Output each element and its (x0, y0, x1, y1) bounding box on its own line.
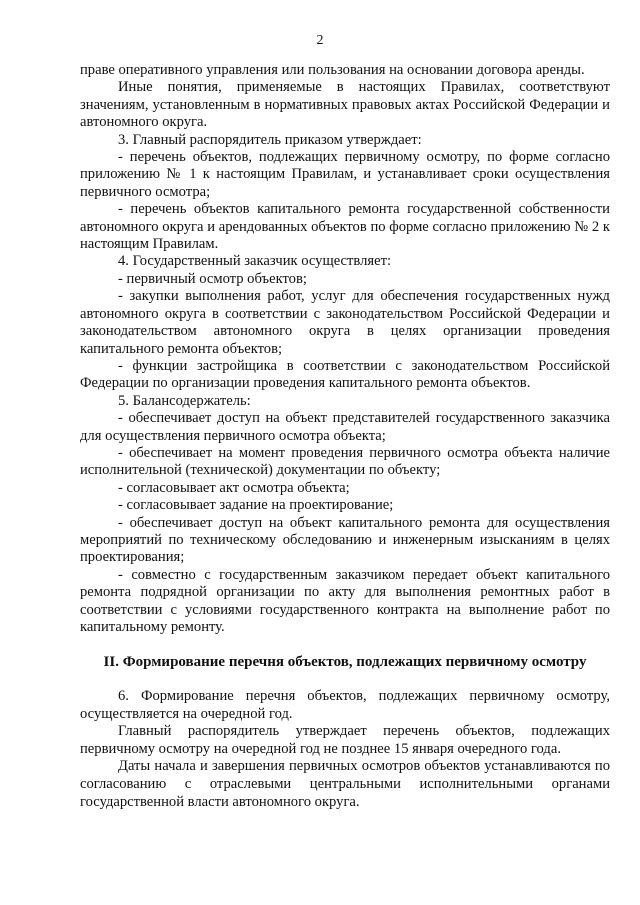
paragraph-item-5-list-1: - обеспечивает доступ на объект представителей государственного заказчика для осуществления первичного осмотра объекта; (80, 410, 610, 444)
paragraph-item-3-list-2: - перечень объектов капитального ремонта государственной собственности автономного округа и арендованных объектов по форме согласно приложению № 2 к настоящим Правилам. (80, 201, 610, 253)
paragraph-item-3-list-1: - перечень объектов, подлежащих первичному осмотру, по форме согласно приложению № 1 к настоящим Правилам, и устанавливает сроки осуществления первичного осмотра; (80, 149, 610, 200)
section-2-heading: II. Формирование перечня объектов, подлежащих первичному осмотру (103, 654, 587, 670)
paragraph-item-5-list-4: - согласовывает задание на проектирование; (118, 497, 394, 514)
paragraph-dates: Даты начала и завершения первичных осмотров объектов устанавливаются по согласованию с отраслевыми центральными исполнительными органами государственной власти автономного округа. (80, 758, 610, 810)
section-2-body (80, 688, 610, 811)
paragraph-item-3: 3. Главный распорядитель приказом утверждает: (118, 131, 422, 148)
paragraph-item-5-list-3: - согласовывает акт осмотра объекта; (118, 479, 350, 496)
paragraph-item-5-list-2: - обеспечивает на момент проведения первичного осмотра объекта наличие исполнительной (технической) документации по объекту; (80, 444, 610, 479)
paragraph-item-4: 4. Государственный заказчик осуществляет: (118, 253, 392, 270)
paragraph-definitions: Иные понятия, применяемые в настоящих Правилах, соответствуют значениям, установленным в нормативных правовых актах Российской Федерации и автономного округа. (80, 79, 610, 131)
paragraph-approval: Главный распорядитель утверждает перечень объектов, подлежащих первичному осмотру на очередной год не позднее 15 января очередного года. (80, 723, 610, 757)
paragraph-item-5-list-5: - обеспечивает доступ на объект капитального ремонта для осуществления мероприятий по техническому обследованию и инженерным изысканиям в целях проектирования; (80, 514, 610, 566)
section-1-body (80, 62, 610, 636)
paragraph-item-4-list-1: - первичный осмотр объектов; (118, 270, 307, 287)
page-number: 2 (316, 33, 324, 48)
paragraph-continuation: праве оперативного управления или пользования на основании договора аренды. (80, 62, 585, 78)
paragraph-item-4-list-2: - закупки выполнения работ, услуг для обеспечения государственных нужд автономного округа в соответствии с законодательством Российской Федерации и законодательством автономного округа в целях организации проведения капитального ремонта объектов; (80, 288, 610, 357)
paragraph-item-5-list-6: - совместно с государственным заказчиком передает объект капитального ремонта подрядной организации по акту для выполнения ремонтных работ в соответствии с условиями государственного контракта на выполнение работ по капитальному ремонту. (80, 566, 610, 635)
paragraph-item-6: 6. Формирование перечня объектов, подлежащих первичному осмотру, осуществляется на очередной год. (80, 688, 610, 722)
paragraph-item-5: 5. Балансодержатель: (118, 392, 251, 409)
paragraph-item-4-list-3: - функции застройщика в соответствии с законодательством Российской Федерации по организации проведения капитального ремонта объектов. (80, 357, 610, 392)
